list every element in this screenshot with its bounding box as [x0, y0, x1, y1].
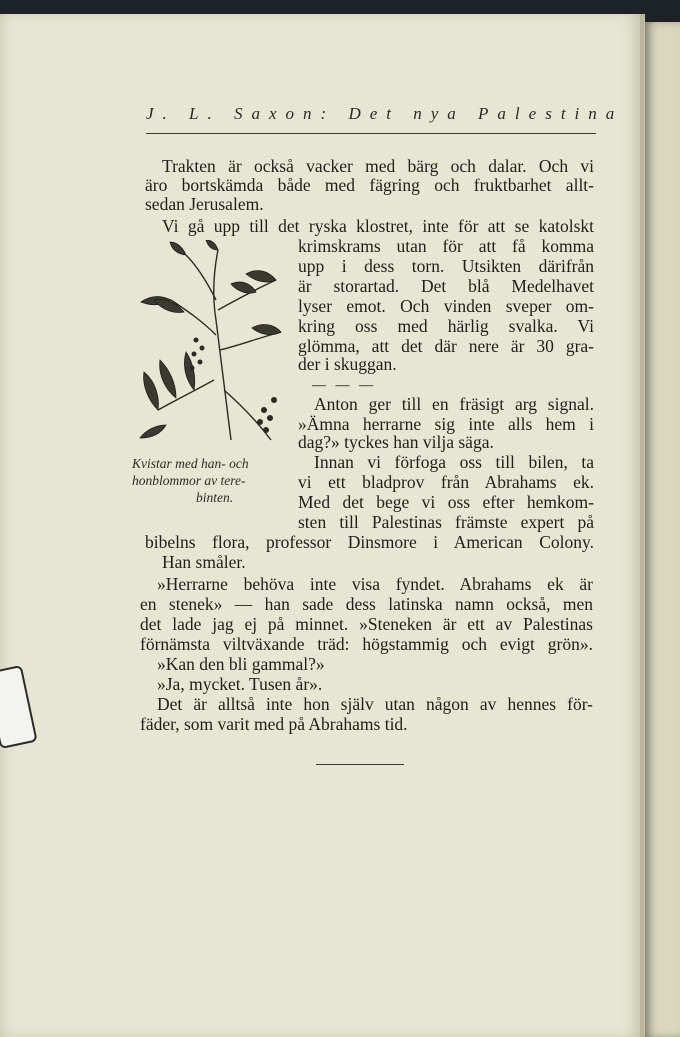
facing-page-edge: [645, 22, 680, 1037]
text-line: Anton ger till en fräsigt arg signal.: [314, 394, 594, 414]
text-line: Han småler.: [162, 552, 246, 572]
text-line: sten till Palestinas främste expert på: [298, 512, 594, 532]
text-line: vi ett bladprov från Abrahams ek.: [298, 472, 594, 492]
text-line: Vi gå upp till det ryska klostret, inte för att se katolskt: [162, 216, 594, 236]
text-line: Med det bege vi oss efter hemkom-: [298, 492, 594, 512]
text-line: Innan vi förfoga oss till bilen, ta: [314, 452, 594, 472]
text-line: dag?» tyckes han vilja säga.: [298, 432, 494, 452]
text-line: »Herrarne behöva inte visa fyndet. Abrahams ek är: [157, 574, 593, 594]
text-line: en stenek» — han sade dess latinska namn också, men: [140, 594, 593, 614]
page-gutter: [640, 14, 644, 1037]
figure-caption-line: Kvistar med han- och: [132, 456, 249, 471]
section-separator: — — —: [312, 378, 376, 393]
figure-caption-line: binten.: [196, 490, 234, 505]
text-line: Det är alltså inte hon själv utan någon av hennes för-: [157, 694, 593, 714]
text-line: der i skuggan.: [298, 354, 397, 374]
text-line: Trakten är också vacker med bärg och dalar. Och vi: [162, 156, 594, 176]
running-header: J. L. Saxon: Det nya Palestina: [146, 104, 624, 123]
text-line: glömma, att det där nere är 30 gra-: [298, 336, 594, 356]
text-line: det lade jag ej på minnet. »Steneken är ett av Palestinas: [140, 614, 593, 634]
end-rule: [316, 764, 404, 765]
text-line: bibelns flora, professor Dinsmore i American Colony.: [145, 532, 594, 552]
text-line: förnämsta viltväxande träd: högstammig och evigt grön».: [140, 634, 593, 654]
terebinth-branch-illustration: [136, 240, 286, 450]
text-line: är storartad. Det blå Medelhavet: [298, 276, 594, 296]
header-rule: [146, 133, 596, 134]
text-line: äro bortskämda både med fägring och fruktbarhet allt-: [145, 175, 594, 195]
text-line: »Kan den bli gammal?»: [157, 654, 325, 674]
text-line: kring oss med härlig svalka. Vi: [298, 316, 594, 336]
text-line: sedan Jerusalem.: [145, 194, 264, 214]
text-line: fäder, som varit med på Abrahams tid.: [140, 714, 408, 734]
text-line: lyser emot. Och vinden sveper om-: [298, 296, 594, 316]
text-line: »Ämna herrarne sig inte alls hem i: [298, 414, 594, 434]
text-line: upp i dess torn. Utsikten därifrån: [298, 256, 594, 276]
figure-caption-line: honblommor av tere-: [132, 473, 246, 488]
text-line: krimskrams utan för att få komma: [298, 236, 594, 256]
text-line: »Ja, mycket. Tusen år».: [157, 674, 323, 694]
